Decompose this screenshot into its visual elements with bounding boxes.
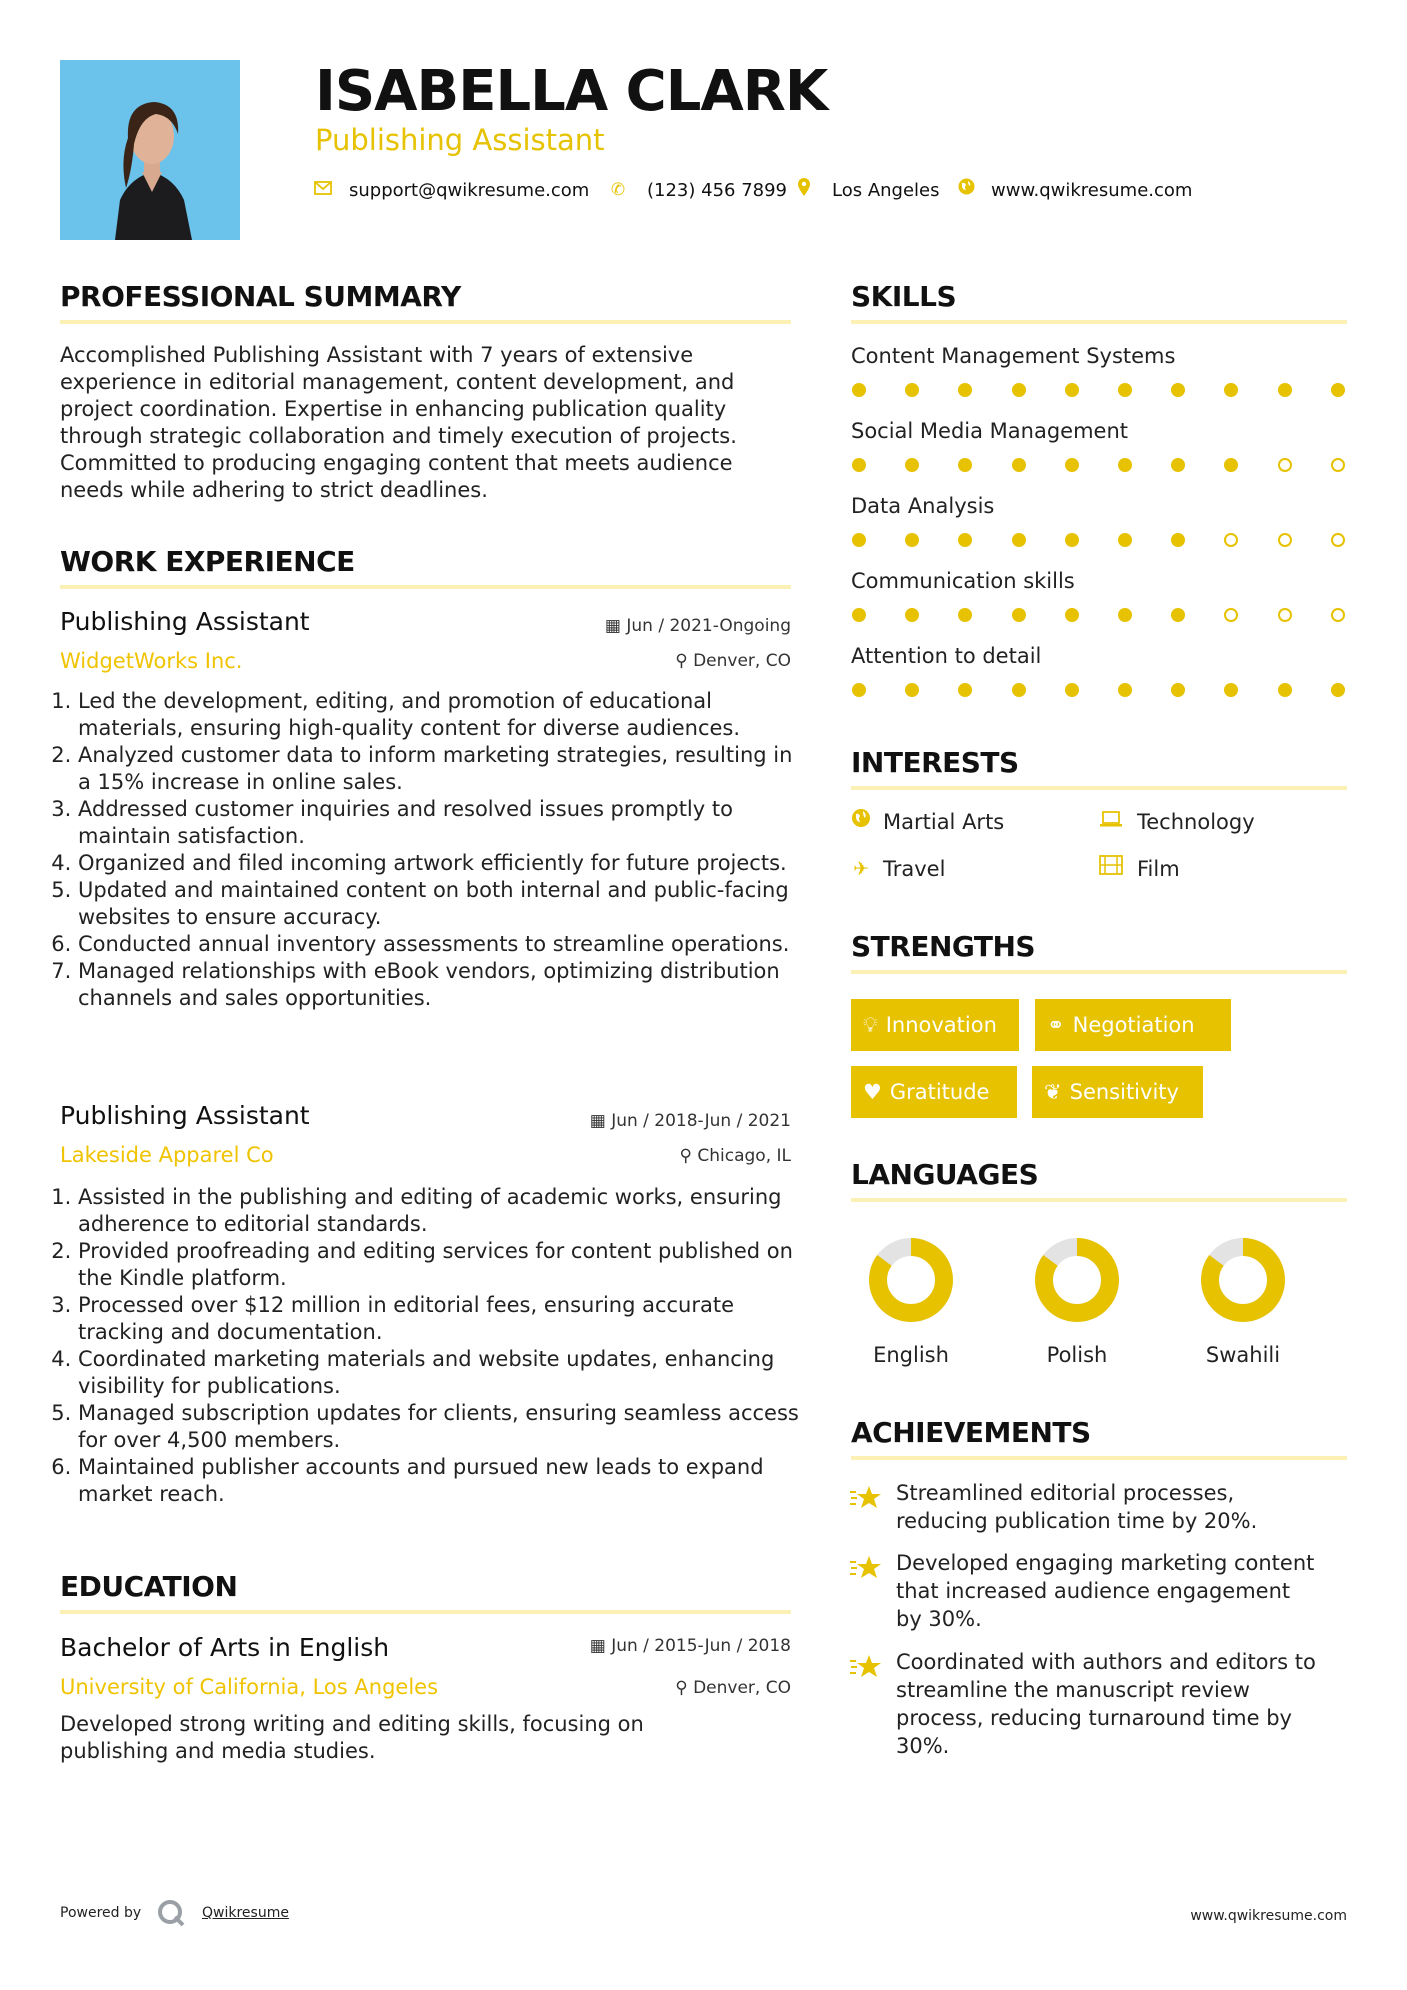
languages-divider [851,1198,1347,1202]
job-date-text: Jun / 2021-Ongoing [626,616,791,636]
achievement-line: Streamlined editorial processes, [896,1481,1235,1505]
job-date-text: Jun / 2018-Jun / 2021 [611,1111,791,1131]
language-label: English [873,1343,949,1367]
achievement-line: reducing publication time by 20%. [896,1509,1258,1533]
skill-dot-filled [1331,383,1345,397]
achievement-item [896,1648,1356,1760]
job-date [540,1110,791,1132]
skill-dot-filled [852,383,866,397]
calendar-icon: ▦ [604,616,627,636]
strength-tag [851,1066,1017,1118]
interest-item: Martial Arts [883,810,1005,834]
interest-item: Film [1137,857,1180,881]
summary-line: Accomplished Publishing Assistant with 7 years of extensive [60,343,694,367]
job-bullet: 7. Managed relationships with eBook vendors, optimizing distribution channels and sales opportunities. [78,958,808,1012]
summary-line: project coordination. Expertise in enhancing publication quality [60,397,727,421]
achievement-line: streamline the manuscript review [896,1678,1250,1702]
job-title: Publishing Assistant [60,1101,310,1130]
skills-divider [851,320,1347,324]
qwikresume-logo-icon [156,1898,186,1928]
skill-name: Attention to detail [851,644,1042,668]
education-heading: EDUCATION [60,1570,238,1603]
pin-icon: ⚲ [679,1146,698,1166]
skill-dot-filled [958,458,972,472]
calendar-icon: ▦ [589,1636,612,1656]
education-line: publishing and media studies. [60,1739,376,1763]
education-date [540,1635,791,1657]
job-bullet: 3. Addressed customer inquiries and resolved issues promptly to maintain satisfaction. [78,796,808,850]
interest-item: Travel [883,857,946,881]
skill-name: Content Management Systems [851,344,1176,368]
summary-divider [60,320,791,324]
job-company: Lakeside Apparel Co [60,1143,274,1167]
skill-dot-filled [958,683,972,697]
handshake-icon: ⚭ [1047,1013,1065,1037]
job-location-text: Chicago, IL [697,1146,791,1166]
skill-dot-filled [1171,458,1185,472]
plane-icon: ✈ [853,858,869,880]
skill-dot-filled [1012,683,1026,697]
skill-dot-filled [1012,608,1026,622]
leaf-icon: ❦ [1044,1080,1062,1104]
skill-dot-filled [1224,458,1238,472]
education-line: Developed strong writing and editing skills, focusing on [60,1712,644,1736]
strength-label: Gratitude [889,1080,990,1104]
star-icon [849,1552,885,1582]
skill-name: Communication skills [851,569,1075,593]
skill-dot-filled [1012,458,1026,472]
job-bullet: 3. Processed over $12 million in editorial fees, ensuring accurate tracking and documentation. [78,1292,808,1346]
skill-dot-filled [1171,533,1185,547]
phone-number: (123) 456 7899 [647,180,788,201]
achievement-line: by 30%. [896,1607,982,1631]
languages-heading: LANGUAGES [851,1158,1039,1191]
star-icon [849,1651,885,1681]
job-bullet: 4. Coordinated marketing materials and website updates, enhancing visibility for publications. [78,1346,808,1400]
skill-dot-filled [1224,683,1238,697]
person-photo [60,60,240,240]
education-date-text: Jun / 2015-Jun / 2018 [611,1636,791,1656]
skill-dot-empty [1224,533,1238,547]
skill-dot-empty [1278,608,1292,622]
skill-dot-filled [905,608,919,622]
skill-dot-filled [1118,458,1132,472]
degree-title: Bachelor of Arts in English [60,1633,390,1662]
globe-icon [955,178,977,202]
skill-dot-filled [852,608,866,622]
skill-dot-filled [1065,683,1079,697]
skill-dot-empty [1278,533,1292,547]
email-link[interactable]: support@qwikresume.com [349,180,590,201]
skill-dot-filled [1065,533,1079,547]
language-donut [866,1235,956,1325]
summary-line: through strategic collaboration and timely execution of projects. [60,424,737,448]
education-description [60,1711,790,1765]
language-label: Polish [1046,1343,1108,1367]
skill-dot-filled [1278,383,1292,397]
job-location-text: Denver, CO [693,651,791,671]
skill-dot-filled [1171,608,1185,622]
job-bullet: 2. Provided proofreading and editing services for content published on the Kindle platform. [78,1238,808,1292]
skill-dot-filled [905,533,919,547]
job-bullet: 2. Analyzed customer data to inform marketing strategies, resulting in a 15% increase in online sales. [78,742,808,796]
summary-heading: PROFESSIONAL SUMMARY [60,280,461,313]
skill-dot-filled [1171,683,1185,697]
film-icon [1098,855,1124,883]
skill-dot-filled [1118,533,1132,547]
language-donut [1198,1235,1288,1325]
skill-dot-filled [1065,608,1079,622]
language-donut [1032,1235,1122,1325]
skill-dot-filled [905,683,919,697]
job-bullet: 1. Assisted in the publishing and editing of academic works, ensuring adherence to editorial standards. [78,1184,808,1238]
strength-tag [851,999,1019,1051]
education-divider [60,1610,791,1614]
job-date [560,615,791,637]
calendar-icon: ▦ [589,1111,612,1131]
strength-tag [1035,999,1231,1051]
skills-heading: SKILLS [851,280,957,313]
job-location [560,650,791,672]
powered-by-label: Powered by [60,1905,142,1921]
candidate-title: Publishing Assistant [315,123,605,157]
profile-photo [60,60,240,240]
strength-label: Negotiation [1072,1013,1195,1037]
star-icon [849,1482,885,1512]
skill-dot-filled [1171,383,1185,397]
skill-dot-filled [1224,383,1238,397]
location-text: Los Angeles [832,180,940,201]
strength-label: Sensitivity [1069,1080,1179,1104]
laptop-icon [1098,808,1124,836]
skill-dot-filled [1278,683,1292,697]
summary-text [60,342,800,504]
skill-dot-filled [852,683,866,697]
pin-icon: ⚲ [675,1678,694,1698]
achievement-line: that increased audience engagement [896,1579,1291,1603]
skill-dot-empty [1224,608,1238,622]
interests-heading: INTERESTS [851,746,1019,779]
globe-icon [848,808,874,836]
job-title: Publishing Assistant [60,607,310,636]
job-bullet: 4. Organized and filed incoming artwork efficiently for future projects. [78,850,808,877]
experience-divider [60,585,791,589]
pin-icon: ⚲ [675,651,694,671]
skill-dot-filled [958,383,972,397]
skill-dot-filled [852,458,866,472]
job-bullet: 5. Updated and maintained content on both internal and public-facing websites to ensure accuracy. [78,877,808,931]
interests-divider [851,786,1347,790]
experience-heading: WORK EXPERIENCE [60,545,355,578]
skill-dot-filled [1065,458,1079,472]
language-label: Swahili [1205,1343,1281,1367]
job-bullet: 5. Managed subscription updates for clients, ensuring seamless access for over 4,500 members. [78,1400,808,1454]
education-location-text: Denver, CO [693,1678,791,1698]
footer-website-link[interactable]: www.qwikresume.com [1190,1908,1347,1924]
achievements-divider [851,1456,1347,1460]
skill-dot-filled [1118,608,1132,622]
interest-item: Technology [1137,810,1255,834]
strengths-divider [851,970,1347,974]
job-bullets [60,688,808,1012]
skill-dot-filled [1118,383,1132,397]
strengths-heading: STRENGTHS [851,930,1036,963]
job-location [560,1145,791,1167]
achievements-heading: ACHIEVEMENTS [851,1416,1091,1449]
job-bullets [60,1184,808,1508]
skill-dot-filled [1331,683,1345,697]
education-location [560,1677,791,1699]
skill-dot-empty [1331,608,1345,622]
skill-dot-filled [1012,383,1026,397]
skill-dot-filled [905,458,919,472]
skill-dot-filled [958,608,972,622]
summary-line: needs while adhering to strict deadlines. [60,478,488,502]
strength-label: Innovation [885,1013,997,1037]
skill-dot-filled [852,533,866,547]
skill-dot-filled [958,533,972,547]
qwikresume-link[interactable]: Qwikresume [202,1905,289,1921]
school-name: University of California, Los Angeles [60,1675,439,1699]
lightbulb-icon: 💡︎ [863,1013,878,1037]
candidate-name: ISABELLA CLARK [315,59,828,124]
summary-line: Committed to producing engaging content that meets audience [60,451,733,475]
skill-dot-filled [1118,683,1132,697]
achievement-item [896,1479,1356,1535]
achievement-line: Developed engaging marketing content [896,1551,1315,1575]
achievement-line: 30%. [896,1734,950,1758]
achievement-item [896,1549,1356,1633]
skill-dot-empty [1278,458,1292,472]
skill-name: Data Analysis [851,494,995,518]
summary-line: experience in editorial management, content development, and [60,370,735,394]
skill-dot-filled [1012,533,1026,547]
skill-dot-empty [1331,533,1345,547]
job-company: WidgetWorks Inc. [60,649,243,673]
strength-tag [1032,1066,1203,1118]
website-link[interactable]: www.qwikresume.com [991,180,1193,201]
job-bullet: 6. Maintained publisher accounts and pursued new leads to expand market reach. [78,1454,808,1508]
achievement-line: process, reducing turnaround time by [896,1706,1292,1730]
achievement-line: Coordinated with authors and editors to [896,1650,1316,1674]
job-bullet: 1. Led the development, editing, and promotion of educational materials, ensuring high-quality content for diverse audiences. [78,688,808,742]
skill-dot-filled [905,383,919,397]
envelope-icon [312,178,334,202]
skill-dot-filled [1065,383,1079,397]
phone-icon: ✆ [610,180,626,200]
skill-name: Social Media Management [851,419,1129,443]
map-marker-icon [793,178,815,202]
skill-dot-empty [1331,458,1345,472]
heart-icon: ♥ [863,1080,882,1104]
job-bullet: 6. Conducted annual inventory assessments to streamline operations. [78,931,808,958]
